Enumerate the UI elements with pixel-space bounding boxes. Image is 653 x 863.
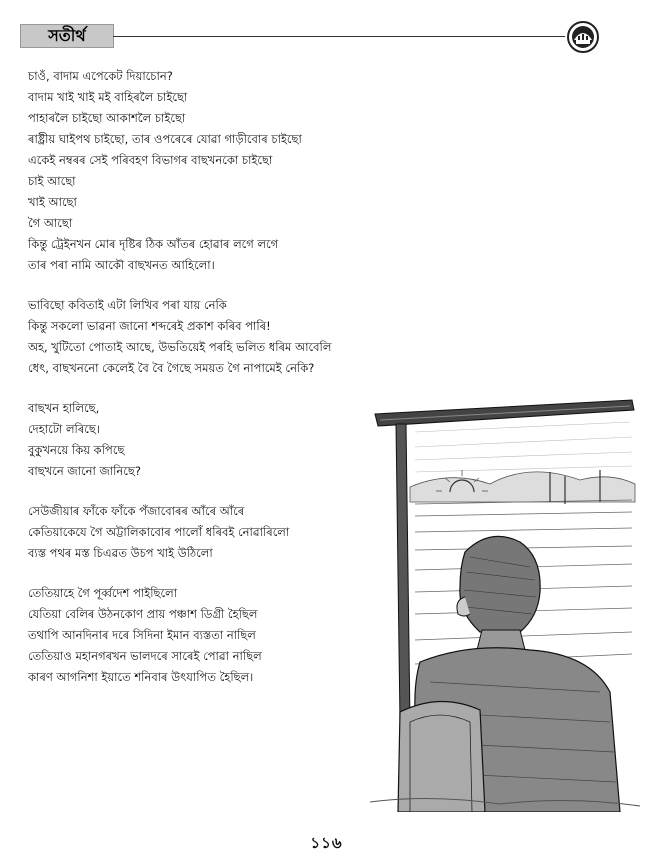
poem-line: কাৰণ আগনিশা ইয়াতে শনিবাৰ উৎযাপিত হৈছিল। (28, 670, 254, 684)
poem-line: অহ, খুটিতো পোতাই আছে, উভতিয়েই পৰহি ভলিত ধৰিম আবেলি (28, 340, 332, 354)
poem-body (28, 66, 368, 707)
poem-line: তেতিয়াও মহানগৰখন ভালদৰে সাৰেই পোৱা নাছিল (28, 649, 262, 663)
poem-line: তথাপি আনদিনাৰ দৰে সিদিনা ইমান ব্যস্ততা নাছিল (28, 628, 256, 642)
poem-line: কেতিয়াকেযে গৈ অট্টালিকাবোৰ পালোঁ ধৰিবই নোৱাৰিলো (28, 525, 290, 539)
magazine-emblem-icon (566, 20, 600, 54)
poem-line: ধেৎ, বাছখননো কেলেই বৈ বৈ গৈছে সময়ত গৈ নাপামেই নেকি? (28, 361, 315, 375)
poem-line: বাদাম খাই খাই মই বাহিৰলৈ চাইছো (28, 90, 188, 104)
sketch-illustration (370, 392, 640, 812)
poem-line: গৈ আছো (28, 216, 73, 230)
poem-line: ৰাষ্ট্ৰীয় ঘাইপথ চাইছো, তাৰ ওপৰেৰে যোৱা গাড়ীবোৰ চাইছো (28, 132, 302, 146)
poem-line: চাওঁ, বাদাম এপেকেট দিয়াচোন? (28, 69, 173, 83)
stanza-5 (28, 583, 368, 688)
poem-line: বুকুখনয়ে কিয় কপিছে (28, 443, 125, 457)
section-title: সতীৰ্থ (48, 25, 86, 45)
poem-line: পাহাৰলৈ চাইছো আকাশলৈ চাইছো (28, 111, 186, 125)
poem-line: বাছখন হালিছে, (28, 401, 100, 415)
stanza-4 (28, 501, 368, 564)
poem-line: কিন্তু ট্ৰেইনখন মোৰ দৃষ্টিৰ ঠিক আঁতৰ হোৱাৰ লগে লগে (28, 237, 279, 251)
poem-line: তাৰ পৰা নামি আকৌ বাছখনত আহিলো। (28, 258, 215, 272)
page-number: ১১৬ (310, 834, 343, 852)
section-title-tab (20, 24, 114, 48)
poem-line: একেই নম্বৰৰ সেই পৰিবহণ বিভাগৰ বাছখনকো চাইছো (28, 153, 273, 167)
poem-line: চাই আছো (28, 174, 76, 188)
stanza-3 (28, 398, 368, 482)
poem-line: যেতিয়া বেলিৰ উঠনকোণ প্ৰায় পঞ্চাশ ডিগ্ৰী হৈছিল (28, 607, 258, 621)
poem-line: সেউজীয়াৰ ফাঁকে ফাঁকে পঁজাবোৰৰ আঁৰে আঁৰে (28, 504, 245, 518)
stanza-2 (28, 295, 368, 379)
poem-line: খাই আছো (28, 195, 77, 209)
poem-line: তেতিয়াহে গৈ পূৰ্ব্বদেশ পাইছিলো (28, 586, 178, 600)
header-divider (113, 36, 565, 37)
poem-line: কিন্তু সকলো ভাৱনা জানো শব্দৰেই প্ৰকাশ কৰিব পাৰি! (28, 319, 271, 333)
stanza-1 (28, 66, 368, 276)
poem-line: ভাবিছো কবিতাই এটা লিখিব পৰা যায় নেকি (28, 298, 227, 312)
poem-line: দেহাটো লৰিছে। (28, 422, 100, 436)
poem-line: বাছখনে জানো জানিছে? (28, 464, 141, 478)
poem-line: ব্যস্ত পথৰ মস্ত চিএৱত উচপ খাই উঠিলো (28, 546, 213, 560)
